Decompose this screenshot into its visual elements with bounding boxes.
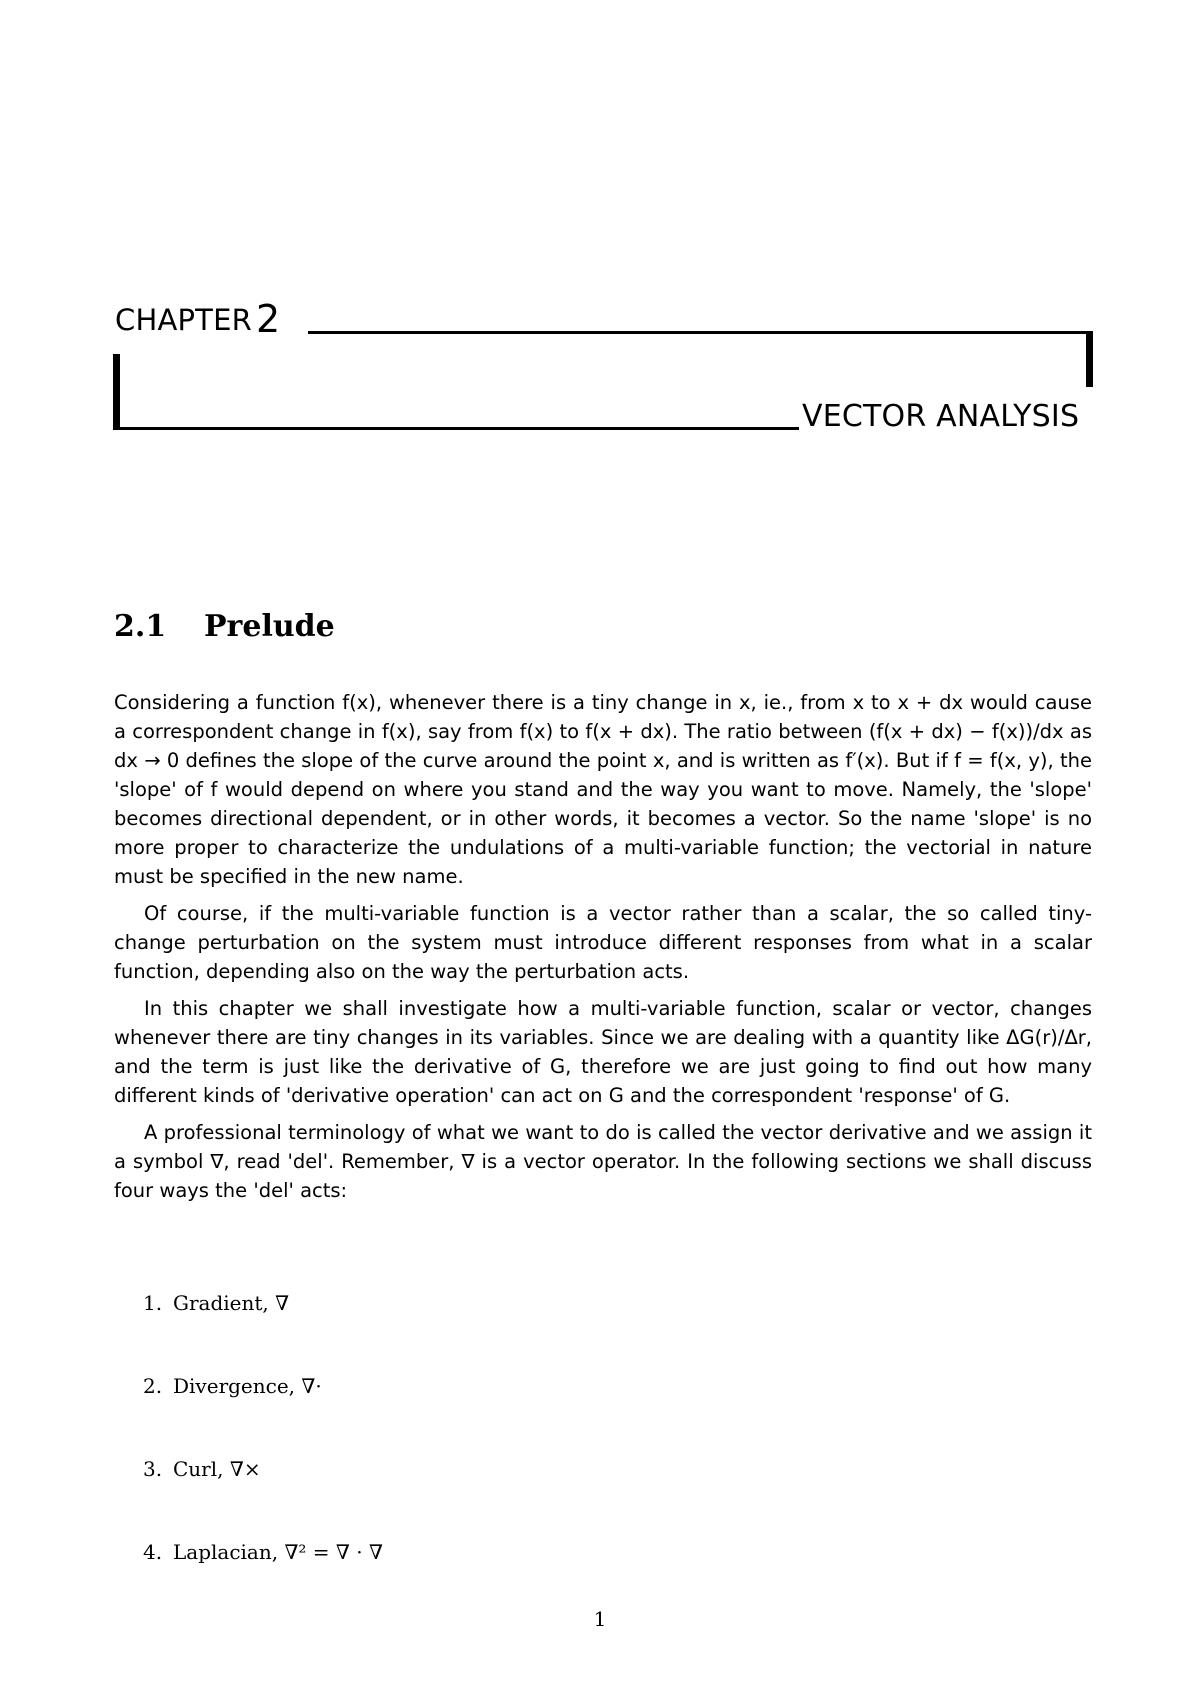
list-item-text: Laplacian, ∇² = ∇ · ∇ xyxy=(173,1540,383,1564)
chapter-label-text: CHAPTER xyxy=(115,303,252,337)
chapter-rule-bottom xyxy=(113,427,799,430)
del-operations-list xyxy=(143,1290,383,1622)
section-number: 2.1 xyxy=(114,609,167,644)
paragraph: Considering a function f(x), whenever there is a tiny change in x, ie., from x to x + dx would cause a correspondent change in f(x), say from f(x) to f(x + dx). The ratio between (f(x + dx) − f(x))/dx as dx → 0 defines the slope of the curve around the point x, and is written as f′(x). But if f = f(x, y), the 'slope' of f would depend on where you stand and the way you want to move. Namely, the 'slope' becomes directional dependent, or in other words, it becomes a vector. So the name 'slope' is no more proper to characterize the undulations of a multi-variable function; the vectorial in nature must be specified in the new name. xyxy=(114,691,1092,888)
list-item xyxy=(143,1456,383,1539)
list-item xyxy=(143,1290,383,1373)
paragraph: In this chapter we shall investigate how a multi-variable function, scalar or vector, changes whenever there are tiny changes in its variables. Since we are dealing with a quantity like ΔG(r)/Δr, and the term is just like the derivative of G, therefore we are just going to find out how many different kinds of 'derivative operation' can act on G and the correspondent 'response' of G. xyxy=(114,997,1092,1107)
chapter-label xyxy=(115,297,281,341)
list-item-text: Divergence, ∇· xyxy=(173,1374,322,1398)
section-heading xyxy=(114,609,335,644)
chapter-rule-top xyxy=(308,331,1090,334)
list-item xyxy=(143,1373,383,1456)
list-item-index: 3. xyxy=(143,1457,163,1481)
body-text xyxy=(114,688,1092,1213)
paragraph: A professional terminology of what we want to do is called the vector derivative and we assign it a symbol ∇, read 'del'. Remember, ∇ is a vector operator. In the following sections we shall discuss four ways the 'del' acts: xyxy=(114,1121,1092,1202)
chapter-rule-left-tick xyxy=(113,354,120,430)
chapter-title: VECTOR ANALYSIS xyxy=(802,399,1080,434)
list-item-text: Curl, ∇× xyxy=(173,1457,261,1481)
page-number: 1 xyxy=(593,1607,607,1631)
list-item-index: 4. xyxy=(143,1540,163,1564)
chapter-rule-right-tick xyxy=(1086,331,1093,387)
list-item-index: 2. xyxy=(143,1374,163,1398)
paragraph: Of course, if the multi-variable function is a vector rather than a scalar, the so called tiny-change perturbation on the system must introduce different responses from what in a scalar function, depending also on the way the perturbation acts. xyxy=(114,902,1092,983)
chapter-number: 2 xyxy=(255,297,281,341)
list-item-index: 1. xyxy=(143,1291,163,1315)
section-title: Prelude xyxy=(204,609,335,644)
list-item-text: Gradient, ∇ xyxy=(173,1291,290,1315)
